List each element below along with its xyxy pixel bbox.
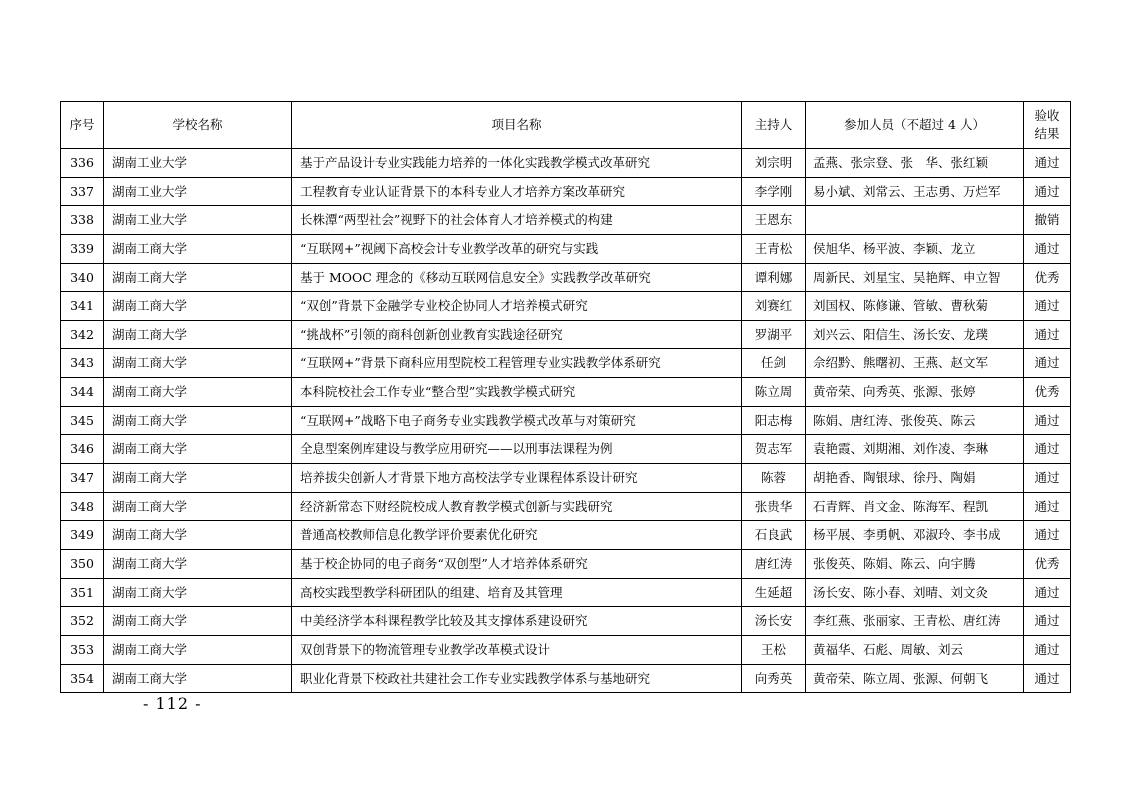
cell-project: 全息型案例库建设与教学应用研究——以刑事法课程为例 [292,435,742,464]
cell-members: 黄帝荣、陈立周、张源、何朝飞 [806,664,1024,693]
cell-result: 通过 [1024,435,1071,464]
cell-members: 黄帝荣、向秀英、张源、张婷 [806,378,1024,407]
cell-no: 348 [61,492,104,521]
cell-project: 本科院校社会工作专业“整合型”实践教学模式研究 [292,378,742,407]
page-number: - 112 - [143,694,202,713]
cell-host: 阳志梅 [742,406,806,435]
table-row [61,234,1071,263]
table-row [61,292,1071,321]
table-row [61,349,1071,378]
header-result-line2: 结果 [1034,126,1060,141]
cell-members: 石青辉、肖文金、陈海军、程凯 [806,492,1024,521]
cell-host: 汤长安 [742,607,806,636]
cell-school: 湖南工业大学 [104,177,292,206]
cell-project: 培养拔尖创新人才背景下地方高校法学专业课程体系设计研究 [292,464,742,493]
cell-school: 湖南工商大学 [104,549,292,578]
cell-school: 湖南工业大学 [104,206,292,235]
cell-members: 刘国权、陈修谦、管敏、曹秋菊 [806,292,1024,321]
header-no: 序号 [61,102,104,149]
cell-school: 湖南工商大学 [104,435,292,464]
table-row [61,549,1071,578]
header-result-line1: 验收 [1034,107,1060,123]
cell-school: 湖南工商大学 [104,292,292,321]
table-row [61,464,1071,493]
cell-school: 湖南工商大学 [104,234,292,263]
cell-host: 任剑 [742,349,806,378]
cell-result: 通过 [1024,234,1071,263]
cell-project: 高校实践型教学科研团队的组建、培育及其管理 [292,578,742,607]
cell-school: 湖南工商大学 [104,664,292,693]
header-result [1024,102,1071,149]
cell-host: 向秀英 [742,664,806,693]
table-row [61,378,1071,407]
cell-project: 基于校企协同的电子商务“双创型”人才培养体系研究 [292,549,742,578]
cell-members: 张俊英、陈娟、陈云、向宇腾 [806,549,1024,578]
table-row [61,149,1071,178]
cell-members: 胡艳香、陶银球、徐丹、陶娟 [806,464,1024,493]
cell-school: 湖南工商大学 [104,349,292,378]
cell-result: 通过 [1024,464,1071,493]
cell-no: 337 [61,177,104,206]
cell-members: 陈娟、唐红涛、张俊英、陈云 [806,406,1024,435]
header-project: 项目名称 [292,102,742,149]
cell-result: 通过 [1024,492,1071,521]
cell-members: 周新民、刘星宝、吴艳辉、申立智 [806,263,1024,292]
table-row [61,320,1071,349]
cell-result: 通过 [1024,349,1071,378]
cell-host: 唐红涛 [742,549,806,578]
cell-school: 湖南工商大学 [104,406,292,435]
project-table [60,101,1071,693]
cell-school: 湖南工商大学 [104,635,292,664]
table-row [61,206,1071,235]
cell-result: 优秀 [1024,263,1071,292]
cell-host: 刘赛红 [742,292,806,321]
cell-host: 王松 [742,635,806,664]
cell-school: 湖南工商大学 [104,492,292,521]
cell-no: 353 [61,635,104,664]
cell-project: 双创背景下的物流管理专业教学改革模式设计 [292,635,742,664]
cell-members: 侯旭华、杨平波、李颖、龙立 [806,234,1024,263]
cell-host: 贺志军 [742,435,806,464]
cell-members: 李红燕、张丽家、王青松、唐红涛 [806,607,1024,636]
cell-project: 长株潭“两型社会”视野下的社会体育人才培养模式的构建 [292,206,742,235]
cell-result: 通过 [1024,149,1071,178]
cell-result: 通过 [1024,292,1071,321]
cell-host: 谭利娜 [742,263,806,292]
cell-no: 346 [61,435,104,464]
cell-no: 352 [61,607,104,636]
table-row [61,435,1071,464]
cell-no: 343 [61,349,104,378]
cell-result: 优秀 [1024,549,1071,578]
cell-members: 汤长安、陈小春、刘晴、刘文灸 [806,578,1024,607]
header-members: 参加人员（不超过 4 人） [806,102,1024,149]
cell-school: 湖南工商大学 [104,263,292,292]
cell-no: 340 [61,263,104,292]
table-body [61,149,1071,693]
cell-project: 经济新常态下财经院校成人教育教学模式创新与实践研究 [292,492,742,521]
cell-no: 341 [61,292,104,321]
cell-school: 湖南工商大学 [104,464,292,493]
table-row [61,406,1071,435]
header-host: 主持人 [742,102,806,149]
cell-members: 杨平展、李勇帆、邓淑玲、李书成 [806,521,1024,550]
cell-result: 通过 [1024,320,1071,349]
cell-project: “挑战杯”引领的商科创新创业教育实践途径研究 [292,320,742,349]
cell-project: 工程教育专业认证背景下的本科专业人才培养方案改革研究 [292,177,742,206]
cell-no: 345 [61,406,104,435]
table-row [61,607,1071,636]
table-header [61,102,1071,149]
cell-host: 王青松 [742,234,806,263]
table-row [61,635,1071,664]
header-row [61,102,1071,149]
cell-host: 刘宗明 [742,149,806,178]
table-row [61,263,1071,292]
cell-no: 350 [61,549,104,578]
cell-project: “互联网+”战略下电子商务专业实践教学模式改革与对策研究 [292,406,742,435]
cell-project: 普通高校教师信息化教学评价要素优化研究 [292,521,742,550]
cell-no: 336 [61,149,104,178]
cell-project: “互联网+”背景下商科应用型院校工程管理专业实践教学体系研究 [292,349,742,378]
cell-members: 袁艳霞、刘期湘、刘作凌、李琳 [806,435,1024,464]
cell-host: 张贵华 [742,492,806,521]
cell-project: “互联网+”视阈下高校会计专业教学改革的研究与实践 [292,234,742,263]
cell-school: 湖南工业大学 [104,149,292,178]
cell-result: 通过 [1024,406,1071,435]
cell-school: 湖南工商大学 [104,320,292,349]
cell-project: 基于 MOOC 理念的《移动互联网信息安全》实践教学改革研究 [292,263,742,292]
cell-project: 基于产品设计专业实践能力培养的一体化实践教学模式改革研究 [292,149,742,178]
cell-host: 生延超 [742,578,806,607]
cell-host: 王恩东 [742,206,806,235]
cell-result: 撤销 [1024,206,1071,235]
table-row [61,177,1071,206]
cell-members: 易小斌、刘常云、王志勇、万烂军 [806,177,1024,206]
cell-result: 通过 [1024,521,1071,550]
cell-project: 职业化背景下校政社共建社会工作专业实践教学体系与基地研究 [292,664,742,693]
cell-school: 湖南工商大学 [104,521,292,550]
cell-no: 347 [61,464,104,493]
cell-no: 338 [61,206,104,235]
table-row [61,664,1071,693]
cell-host: 李学刚 [742,177,806,206]
cell-no: 349 [61,521,104,550]
cell-host: 罗湖平 [742,320,806,349]
cell-members: 佘绍黔、熊曙初、王燕、赵文军 [806,349,1024,378]
cell-result: 优秀 [1024,378,1071,407]
cell-school: 湖南工商大学 [104,607,292,636]
cell-project: 中美经济学本科课程教学比较及其支撑体系建设研究 [292,607,742,636]
cell-no: 342 [61,320,104,349]
cell-members: 孟燕、张宗登、张 华、张红颖 [806,149,1024,178]
cell-no: 344 [61,378,104,407]
cell-school: 湖南工商大学 [104,578,292,607]
cell-members: 黄福华、石彪、周敏、刘云 [806,635,1024,664]
cell-result: 通过 [1024,607,1071,636]
table-row [61,578,1071,607]
cell-result: 通过 [1024,635,1071,664]
cell-host: 陈立周 [742,378,806,407]
table-row [61,521,1071,550]
cell-project: “双创”背景下金融学专业校企协同人才培养模式研究 [292,292,742,321]
cell-result: 通过 [1024,177,1071,206]
cell-result: 通过 [1024,578,1071,607]
cell-school: 湖南工商大学 [104,378,292,407]
cell-no: 351 [61,578,104,607]
header-school: 学校名称 [104,102,292,149]
cell-members [806,206,1024,235]
cell-host: 陈蓉 [742,464,806,493]
cell-no: 339 [61,234,104,263]
cell-no: 354 [61,664,104,693]
table-row [61,492,1071,521]
cell-members: 刘兴云、阳信生、汤长安、龙璞 [806,320,1024,349]
cell-host: 石良武 [742,521,806,550]
cell-result: 通过 [1024,664,1071,693]
